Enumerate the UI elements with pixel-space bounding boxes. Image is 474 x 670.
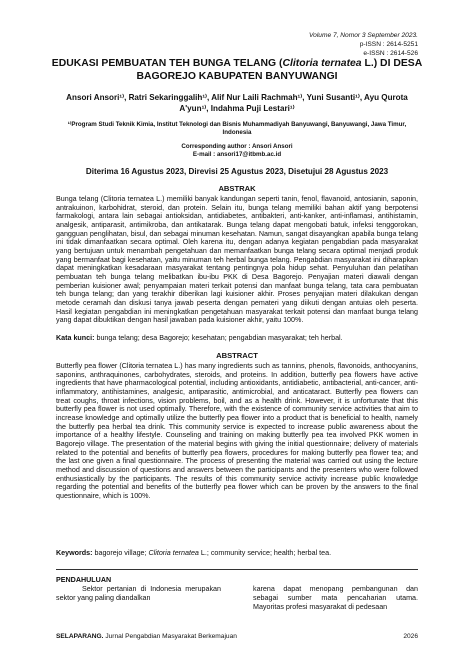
paper-title — [40, 57, 434, 83]
author-email: E-mail : ansori17@itbmb.ac.id — [192, 151, 282, 159]
abstract-text: Butterfly pea flower (Clitoria ternatea L.) has many ingredients such as tannins, phenols, flavonoids, anthocyanins, saponins, anthraquinones, carbohydrates, steroids, and proteins. In addition, butterfly pea flowers have active ingredients that have pharmacological potential, including antioxidants, antidiabetic, antibacterial, anti-cancer, anti-inflammatory, antihistamines, analgesic, antiparasitic, antimicrobial, and anticataract. Butterfly pea flowers can treat coughs, throat infections, vision problems, boil, and as a health drink. However, it is unfortunate that this butterfly pea flower is not used optimally. Therefore, with the existence of community service activities that aim to increase knowledge and optimally utilize the butterfly pea flower into a product that is beneficial to health, namely the butterfly pea herbal tea drink. This community service is expected to increase public awareness about the importance of a healthy lifestyle. Counseling and training on making butterfly pea tea involved PKK women in Bagorejo village. The presentation of the material begins with giving the initial questionnaire; delivery of materials related to the potential and benefits of butterfly pea flowers, procedures for making butterfly pea flower tea; and the last one given a final questionnaire. The process of presenting the material was carried out using the lecture method and discussion of questions and answers between the participants and the presenters who were followed enthusiastically by the participants. The results of this community service activity increase public knowledge regarding the potential and benefits of the butterfly pea flower which can be proven by the answers to the final questionnaire, which is 100%. — [56, 362, 418, 500]
title-part1: EDUKASI PEMBUATAN TEH BUNGA TELANG ( — [51, 58, 283, 69]
p-issn: p-ISSN : 2614-5251 — [359, 41, 418, 49]
journal-name-bold: SELAPARANG. — [56, 633, 104, 640]
keywords-label: Keywords: — [56, 549, 93, 557]
pendahuluan-left-column — [56, 576, 221, 604]
affiliation: ¹⁾Program Studi Teknik Kimia, Institut Teknologi dan Bisnis Muhammadiyah Banyuwangi, Banyuwangi, Jawa Timur, Indonesia — [67, 121, 407, 137]
journal-meta — [309, 31, 418, 59]
kata-kunci-text: bunga telang; desa Bagorejo; kesehatan; pengabdian masyarakat; teh herbal. — [94, 334, 343, 342]
journal-name — [56, 633, 237, 640]
title-species: Clitoria ternatea — [282, 58, 362, 69]
abstrak-text: Bunga telang (Clitoria ternatea L.) memiliki banyak kandungan seperti tanin, fenol, flavanoid, antosianin, saponin, antrakuinon, karbohidrat, steroid, dan protein. Selain itu, bunga telang memiliki bahan aktif yang berpotensi farmakologi, antara lain sebagai antioksidan, antidiabetes, antibakteri, anti-kanker, anti-inflamasi, antihistamin, analgesik, antiparasit, antimikroba, dan antikatarak. Bunga telang dapat mengobati batuk, infeksi tenggorokan, gangguan penglihatan, bisul, dan sebagai minuman kesehatan. Namun, sangat disayangkan apabila bunga telang ini tidak dimanfaatkan secara optimal. Oleh karena itu, dengan adanya kegiatan pengabdian pada masyarakat yang bertujuan untuk menambah pengetahuan dan memanfaatkan bunga telang secara optimal menjadi produk yang bermanfaat bagi kesehatan, yaitu minuman teh herbal bunga telang. Pengabdian masyarakat ini diharapkan dapat meningkatkan kesadaraan masyarakat tentang pentingnya pola hidup sehat. Penyuluhan dan pelatihan pembuatan teh bunga telang melibatkan ibu-ibu PKK di Desa Bagorejo. Penyajian materi diawali dengan pemberian kuisioner awal; penyampaian materi terkait potensi dan manfaat bunga telang, tata cara pembuatan teh bunga telang; dan yang terakhir diberikan lagi kuisioner akhir. Proses penyajian materi dilakukan dengan metode ceramah dan diskusi tanya jawab peserta dengan pemateri yang diikuti dengan antuias oleh peserta. Hasil kegiatan pengabdian ini meningkatkan pengetahuan masyarakat terkait potensi dan manfaat bunga telang yang dapat dibuktikan dengan hasil jawaban pada kuisioner akhir, yaitu 100%. — [56, 195, 418, 325]
author-list: Ansori Ansori¹⁾, Ratri Sekaringgalih¹⁾, Alif Nur Laili Rachmah¹⁾, Yuni Susanti¹⁾, Ayu Qurota A'yun¹⁾, Indahma Puji Lestari¹⁾ — [66, 93, 408, 113]
e-issn: e-ISSN : 2614-526 — [363, 50, 418, 58]
page-number: 2026 — [403, 633, 418, 640]
keywords-text-before: bagorejo village; — [92, 549, 149, 557]
abstract-heading: ABSTRACT — [216, 351, 258, 360]
submission-dates: Diterima 16 Agustus 2023, Direvisi 25 Agustus 2023, Disetujui 28 Agustus 2023 — [85, 167, 389, 176]
kata-kunci-label: Kata kunci: — [56, 334, 95, 342]
volume-info: Volume 7, Nomor 3 September 2023. — [309, 32, 418, 39]
title-part2: L.) DI DESA BAGOREJO KABUPATEN BANYUWANGI — [136, 58, 423, 82]
pendahuluan-left-text: Sektor pertanian di Indonesia merupakan sektor yang paling diandalkan — [56, 585, 221, 603]
keywords-species: Clitoria ternatea — [148, 549, 199, 557]
corresponding-author-block — [60, 143, 414, 160]
keywords — [56, 549, 418, 558]
journal-name-rest: Jurnal Pengabdian Masyarakat Berkemajuan — [103, 633, 237, 640]
pendahuluan-right-text: karena dapat menopang pembangunan dan sebagai sumber mata pencaharian utama. Mayoritas profesi masyarakat di pedesaan — [253, 585, 418, 612]
page-footer — [56, 633, 418, 640]
abstrak-heading: ABSTRAK — [218, 184, 256, 193]
kata-kunci — [56, 334, 418, 343]
keywords-text-after: L.; community service; health; herbal tea. — [198, 549, 332, 557]
pendahuluan-heading: PENDAHULUAN — [56, 576, 112, 584]
section-divider — [56, 569, 418, 570]
corresponding-author: Corresponding author : Ansori Ansori — [181, 143, 293, 150]
pendahuluan-right-column — [253, 585, 418, 613]
